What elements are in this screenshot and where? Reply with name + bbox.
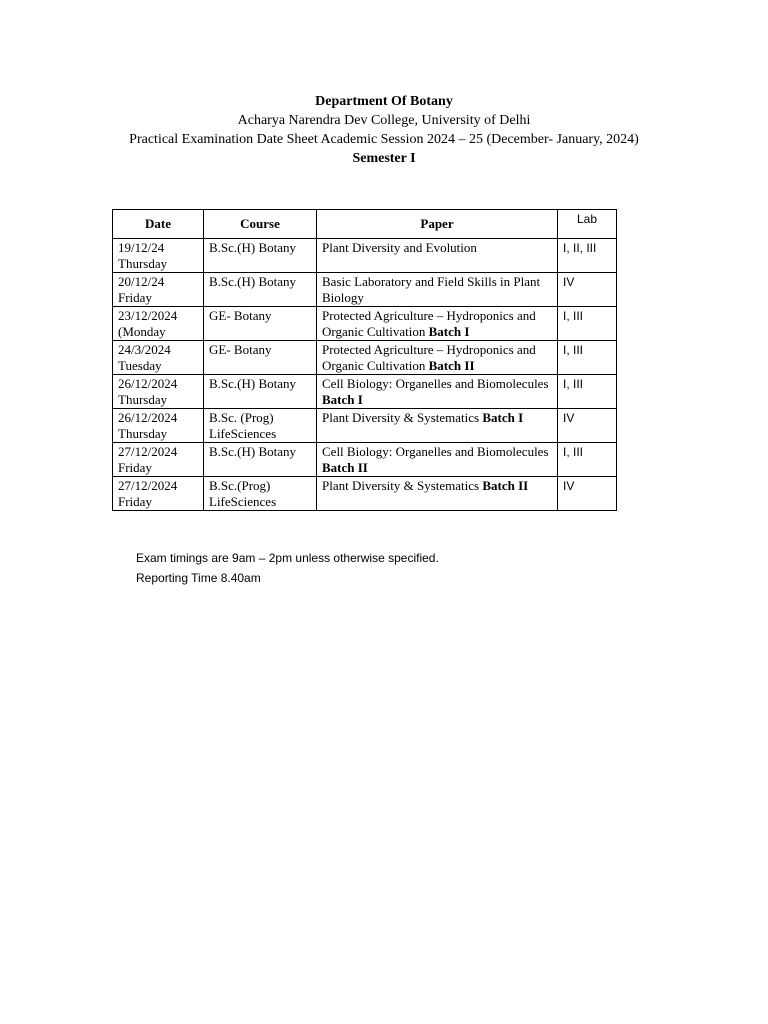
column-header-paper: Paper <box>317 210 558 239</box>
course-name-line2: LifeSciences <box>209 426 277 441</box>
lab-cell: IV <box>558 477 617 511</box>
table-row <box>113 409 617 443</box>
exam-day: Thursday <box>118 256 168 271</box>
paper-name: Protected Agriculture – Hydroponics and Organic Cultivation <box>322 308 536 339</box>
batch-label: Batch II <box>428 358 475 373</box>
paper-name: Cell Biology: Organelles and Biomolecules <box>322 376 549 391</box>
paper-name: Plant Diversity & Systematics <box>322 410 480 425</box>
exam-date: 27/12/2024 <box>118 478 178 493</box>
department-title: Department Of Botany <box>315 94 453 109</box>
paper-cell <box>317 443 558 477</box>
course-name: B.Sc.(H) Botany <box>209 444 297 459</box>
exam-date: 27/12/2024 <box>118 444 178 459</box>
course-cell <box>204 341 317 375</box>
course-cell <box>204 273 317 307</box>
exam-day: Tuesday <box>118 358 162 373</box>
table-row <box>113 443 617 477</box>
paper-name: Plant Diversity & Systematics <box>322 478 480 493</box>
batch-label: Batch II <box>322 460 368 475</box>
column-header-course: Course <box>204 210 317 239</box>
paper-name: Protected Agriculture – Hydroponics and Organic Cultivation <box>322 342 536 373</box>
exam-day: (Monday <box>118 324 166 339</box>
course-name: GE- Botany <box>209 342 272 357</box>
lab-cell: I, III <box>558 307 617 341</box>
reporting-time-note: Reporting Time 8.40am <box>136 571 261 585</box>
batch-label: Batch I <box>482 410 524 425</box>
exam-date: 24/3/2024 <box>118 342 171 357</box>
paper-name: Plant Diversity and Evolution <box>322 240 477 255</box>
lab-cell: I, III <box>558 443 617 477</box>
session-title: Practical Examination Date Sheet Academic Session 2024 – 25 (December- January, 2024) <box>129 132 639 147</box>
lab-cell: I, III <box>558 375 617 409</box>
course-cell <box>204 443 317 477</box>
exam-schedule-table <box>112 209 617 511</box>
paper-cell <box>317 273 558 307</box>
table-row <box>113 477 617 511</box>
exam-notes <box>136 548 439 588</box>
date-cell <box>113 409 204 443</box>
date-cell <box>113 273 204 307</box>
course-cell <box>204 409 317 443</box>
column-header-lab: Lab <box>558 210 617 239</box>
table-row <box>113 273 617 307</box>
course-name: B.Sc.(H) Botany <box>209 376 297 391</box>
column-header-date: Date <box>113 210 204 239</box>
exam-date: 26/12/2024 <box>118 376 178 391</box>
table-body <box>113 239 617 511</box>
date-cell <box>113 375 204 409</box>
course-cell <box>204 477 317 511</box>
table-header-row <box>113 210 617 239</box>
table-row <box>113 341 617 375</box>
paper-name: Basic Laboratory and Field Skills in Plant Biology <box>322 274 541 305</box>
batch-label: Batch I <box>322 392 363 407</box>
exam-day: Friday <box>118 460 152 475</box>
lab-cell: I, II, III <box>558 239 617 273</box>
date-cell <box>113 239 204 273</box>
exam-day: Thursday <box>118 392 168 407</box>
exam-day: Friday <box>118 494 152 509</box>
table-row <box>113 239 617 273</box>
course-name: GE- Botany <box>209 308 272 323</box>
course-name-line2: LifeSciences <box>209 494 277 509</box>
batch-label: Batch II <box>482 478 529 493</box>
lab-cell: I, III <box>558 341 617 375</box>
exam-date: 26/12/2024 <box>118 410 178 425</box>
date-cell <box>113 341 204 375</box>
table-row <box>113 307 617 341</box>
table-row <box>113 375 617 409</box>
document-header <box>0 92 768 168</box>
paper-cell <box>317 409 558 443</box>
exam-timings-note: Exam timings are 9am – 2pm unless otherwise specified. <box>136 551 439 565</box>
date-cell <box>113 477 204 511</box>
batch-label: Batch I <box>428 324 470 339</box>
course-cell <box>204 307 317 341</box>
semester-title: Semester I <box>352 151 416 166</box>
lab-cell: IV <box>558 273 617 307</box>
paper-cell <box>317 239 558 273</box>
paper-cell <box>317 375 558 409</box>
exam-date: 20/12/24 <box>118 274 165 289</box>
course-name: B.Sc. (Prog) <box>209 410 274 425</box>
exam-date: 23/12/2024 <box>118 308 178 323</box>
course-name: B.Sc.(H) Botany <box>209 274 297 289</box>
date-cell <box>113 307 204 341</box>
exam-day: Friday <box>118 290 152 305</box>
paper-cell <box>317 477 558 511</box>
course-name: B.Sc.(H) Botany <box>209 240 297 255</box>
paper-cell <box>317 341 558 375</box>
college-name: Acharya Narendra Dev College, University of Delhi <box>237 113 531 128</box>
exam-date: 19/12/24 <box>118 240 165 255</box>
course-cell <box>204 375 317 409</box>
course-cell <box>204 239 317 273</box>
exam-day: Thursday <box>118 426 168 441</box>
paper-name: Cell Biology: Organelles and Biomolecules <box>322 444 549 459</box>
course-name: B.Sc.(Prog) <box>209 478 271 493</box>
paper-cell <box>317 307 558 341</box>
date-cell <box>113 443 204 477</box>
lab-cell: IV <box>558 409 617 443</box>
